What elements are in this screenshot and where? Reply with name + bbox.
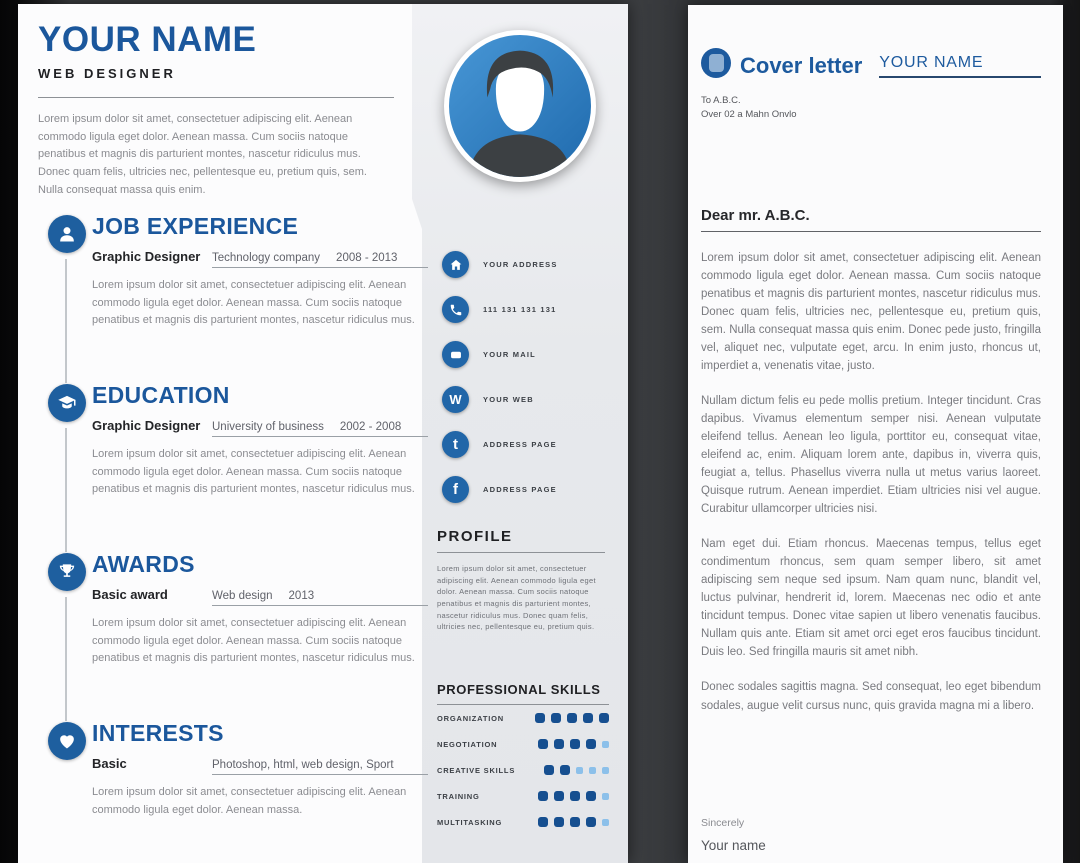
skill-dot-filled [538, 817, 548, 827]
skill-dot-filled [599, 713, 609, 723]
cover-paragraph: Donec sodales sagittis magna. Sed consequat, leo eget bibendum sodales, augue velit cursus nunc, quis gravida magna mi a libero. [701, 681, 1041, 712]
recipient-line-2: Over 02 a Mahn Onvlo [701, 109, 797, 121]
skill-row [437, 705, 609, 731]
cover-letter-title: Cover letter [740, 52, 863, 78]
phone-icon [442, 296, 469, 323]
contact-twitter [442, 422, 558, 467]
skill-name: ORGANIZATION [437, 713, 504, 723]
skill-dot-filled [567, 713, 577, 723]
contact-label: YOUR WEB [483, 395, 534, 404]
salutation: Dear mr. A.B.C. [701, 206, 810, 224]
contact-mail [442, 332, 558, 377]
skill-rating [535, 713, 609, 723]
section-body: Lorem ipsum dolor sit amet, consectetuer adipiscing elit. Aenean commodo ligula eget dolor. Aenean massa. Cum sociis natoque penatibus et magnis dis parturient montes, nascetur ridiculus mus. [92, 279, 415, 327]
section-date: 2013 [288, 590, 315, 603]
skill-dot-filled [554, 739, 564, 749]
skill-dot-empty [602, 767, 609, 774]
profile-block [437, 528, 605, 633]
cover-letter-icon [701, 48, 731, 78]
cover-letter-page [688, 5, 1063, 863]
skill-dot-filled [554, 791, 564, 801]
mail-icon [442, 341, 469, 368]
contact-label: ADDRESS PAGE [483, 485, 557, 494]
section-subrow [92, 587, 428, 606]
section-place: Technology company [212, 252, 321, 265]
timeline-connector [65, 597, 67, 721]
section-heading: AWARDS [92, 551, 195, 578]
graduation-cap-icon [48, 384, 86, 422]
home-icon [442, 251, 469, 278]
salutation-divider [701, 231, 1041, 232]
skill-name: NEGOTIATION [437, 739, 498, 749]
user-icon [48, 215, 86, 253]
skill-name: CREATIVE SKILLS [437, 765, 516, 775]
heart-icon [48, 722, 86, 760]
skill-row [437, 783, 609, 809]
skill-dot-filled [560, 765, 570, 775]
skill-row [437, 757, 609, 783]
section-subrow [92, 418, 428, 437]
skill-dot-filled [535, 713, 545, 723]
section-education [38, 382, 415, 545]
contact-web [442, 377, 558, 422]
resume-main-column [18, 4, 415, 863]
contact-label: 111 131 131 131 [483, 305, 557, 314]
section-interests [38, 720, 407, 863]
recipient-block [701, 94, 1041, 123]
profile-text: Lorem ipsum dolor sit amet, consectetuer adipiscing elit. Aenean commodo ligula eget dolor. Aenean massa. Cum sociis natoque penatibus et magnis dis parturient montes, nascetur ridiculus mus. Donec quam felis, ultricies nec, pellentesque eu, pretium quis. [437, 564, 596, 632]
skill-dot-empty [602, 819, 609, 826]
section-job-experience [38, 213, 415, 376]
section-place: Web design [212, 590, 273, 603]
skill-dot-filled [586, 739, 596, 749]
section-meta [212, 759, 428, 775]
skill-dot-filled [544, 765, 554, 775]
section-body: Lorem ipsum dolor sit amet, consectetuer adipiscing elit. Aenean commodo ligula eget dolor. Aenean massa. Cum sociis natoque penatibus et magnis dis parturient montes, nascetur ridiculus mus. [92, 448, 415, 496]
resume-sections [38, 213, 415, 863]
contact-list [442, 242, 558, 512]
section-body: Lorem ipsum dolor sit amet, consectetuer adipiscing elit. Aenean commodo ligula eget dolor. Aenean massa. Cum sociis natoque penatibus et magnis dis parturient montes, nascetur ridiculus mus. [92, 617, 415, 665]
resume-intro-text: Lorem ipsum dolor sit amet, consectetuer adipiscing elit. Aenean commodo ligula eget dolor. Aenean massa. Cum sociis natoque penatibus et magnis dis parturient montes, nascetur ridiculus mus. Donec quam felis, ultricies nec, pellentesque eu, pretium quis, sem. Nulla consequat massa quis enim. [38, 113, 367, 196]
skill-dot-filled [570, 739, 580, 749]
profile-heading: PROFILE [437, 528, 513, 545]
skill-dot-empty [576, 767, 583, 774]
skill-dot-filled [570, 817, 580, 827]
skill-name: MULTITASKING [437, 817, 503, 827]
skill-name: TRAINING [437, 791, 480, 801]
skill-dot-filled [551, 713, 561, 723]
section-role: Graphic Designer [92, 249, 201, 265]
skill-dot-empty [589, 767, 596, 774]
skills-heading: PROFESSIONAL SKILLS [437, 682, 601, 697]
closing-block [701, 817, 766, 853]
section-meta [212, 421, 428, 437]
resume-name: YOUR NAME [38, 20, 257, 59]
skill-rating [538, 817, 609, 827]
skill-dot-filled [538, 791, 548, 801]
cover-paragraph: Nullam dictum felis eu pede mollis pretium. Integer tincidunt. Cras dapibus. Vivamus elementum semper nisi. Aenean vulputate eleifend tellus. Aenean leo ligula, porttitor eu, consequat vitae, eleifend ac, enim. Aliquam lorem ante, dapibus in, viverra quis, feugiat a, tellus. Phasellus viverra nulla ut metus varius laoreet. Quisque rutrum. Aenean imperdiet. Etiam ultricies nisi vel augue. Curabitur ullamcorper ultricies nisi. [701, 394, 1041, 516]
section-date: 2002 - 2008 [339, 421, 402, 434]
section-meta [212, 252, 428, 268]
profile-divider [437, 552, 605, 553]
skill-dot-empty [602, 793, 609, 800]
cover-paragraph: Lorem ipsum dolor sit amet, consectetuer adipiscing elit. Aenean commodo ligula eget dolor. Aenean massa. Cum sociis natoque penatibus et magnis dis parturient montes, nascetur ridiculus mus. Donec quam felis, ultricies nec, pellentesque eu, pretium quis, sem. Nulla consequat massa quis enim. Donec pede justo, fringilla vel, aliquet nec, vulputate eget, arcu. In enim justo, rhoncus ut, imperdiet a, venenatis vitae, justo. [701, 251, 1041, 372]
section-place: Photoshop, html, web design, Sport [212, 759, 394, 772]
facebook-icon: f [442, 476, 469, 503]
skill-row [437, 731, 609, 757]
skill-dot-filled [554, 817, 564, 827]
resume-job-title: WEB DESIGNER [38, 66, 176, 82]
contact-label: YOUR ADDRESS [483, 260, 558, 269]
closing-word: Sincerely [701, 817, 745, 829]
timeline-connector [65, 259, 67, 383]
skill-dot-empty [602, 741, 609, 748]
section-role: Basic [92, 756, 127, 772]
cover-header [701, 48, 1041, 78]
cover-name: YOUR NAME [879, 54, 1041, 78]
contact-label: ADDRESS PAGE [483, 440, 557, 449]
section-subrow [92, 756, 428, 775]
contact-facebook [442, 467, 558, 512]
skill-row [437, 809, 609, 835]
section-awards [38, 551, 415, 714]
contact-label: YOUR MAIL [483, 350, 536, 359]
skill-dot-filled [586, 791, 596, 801]
recipient-line-1: To A.B.C. [701, 95, 741, 106]
section-role: Graphic Designer [92, 418, 201, 434]
skill-dot-filled [583, 713, 593, 723]
skills-block [437, 682, 609, 835]
web-icon: W [442, 386, 469, 413]
skill-dot-filled [586, 817, 596, 827]
section-meta [212, 590, 428, 606]
contact-phone [442, 287, 558, 332]
skill-rating [544, 765, 609, 775]
trophy-icon [48, 553, 86, 591]
section-role: Basic award [92, 587, 168, 603]
contact-address [442, 242, 558, 287]
section-place: University of business [212, 421, 324, 434]
avatar [444, 30, 596, 182]
section-subrow [92, 249, 428, 268]
signature-name: Your name [701, 838, 766, 853]
twitter-icon: t [442, 431, 469, 458]
sidebar-content [412, 4, 628, 863]
section-body: Lorem ipsum dolor sit amet, consectetuer adipiscing elit. Aenean commodo ligula eget dolor. Aenean massa. [92, 786, 407, 816]
section-date: 2008 - 2013 [336, 252, 398, 265]
skill-rating [538, 791, 609, 801]
section-heading: INTERESTS [92, 720, 224, 747]
timeline-connector [65, 428, 67, 552]
section-heading: EDUCATION [92, 382, 230, 409]
document-glyph [709, 54, 724, 72]
skill-dot-filled [538, 739, 548, 749]
header-divider [38, 97, 394, 98]
skill-rating [538, 739, 609, 749]
section-heading: JOB EXPERIENCE [92, 213, 299, 240]
resume-page [18, 4, 628, 863]
skill-dot-filled [570, 791, 580, 801]
cover-paragraph: Nam eget dui. Etiam rhoncus. Maecenas tempus, tellus eget condimentum rhoncus, sem quam semper libero, sit amet adipiscing sem neque sed ipsum. Nam quam nunc, blandit vel, luctus pulvinar, hendrerit id, lorem. Maecenas nec odio et ante tincidunt tempus. Donec vitae sapien ut libero venenatis faucibus. Nullam quis ante. Etiam sit amet orci eget eros faucibus tincidunt. Duis leo. Sed fringilla mauris sit amet nibh. [701, 538, 1041, 659]
